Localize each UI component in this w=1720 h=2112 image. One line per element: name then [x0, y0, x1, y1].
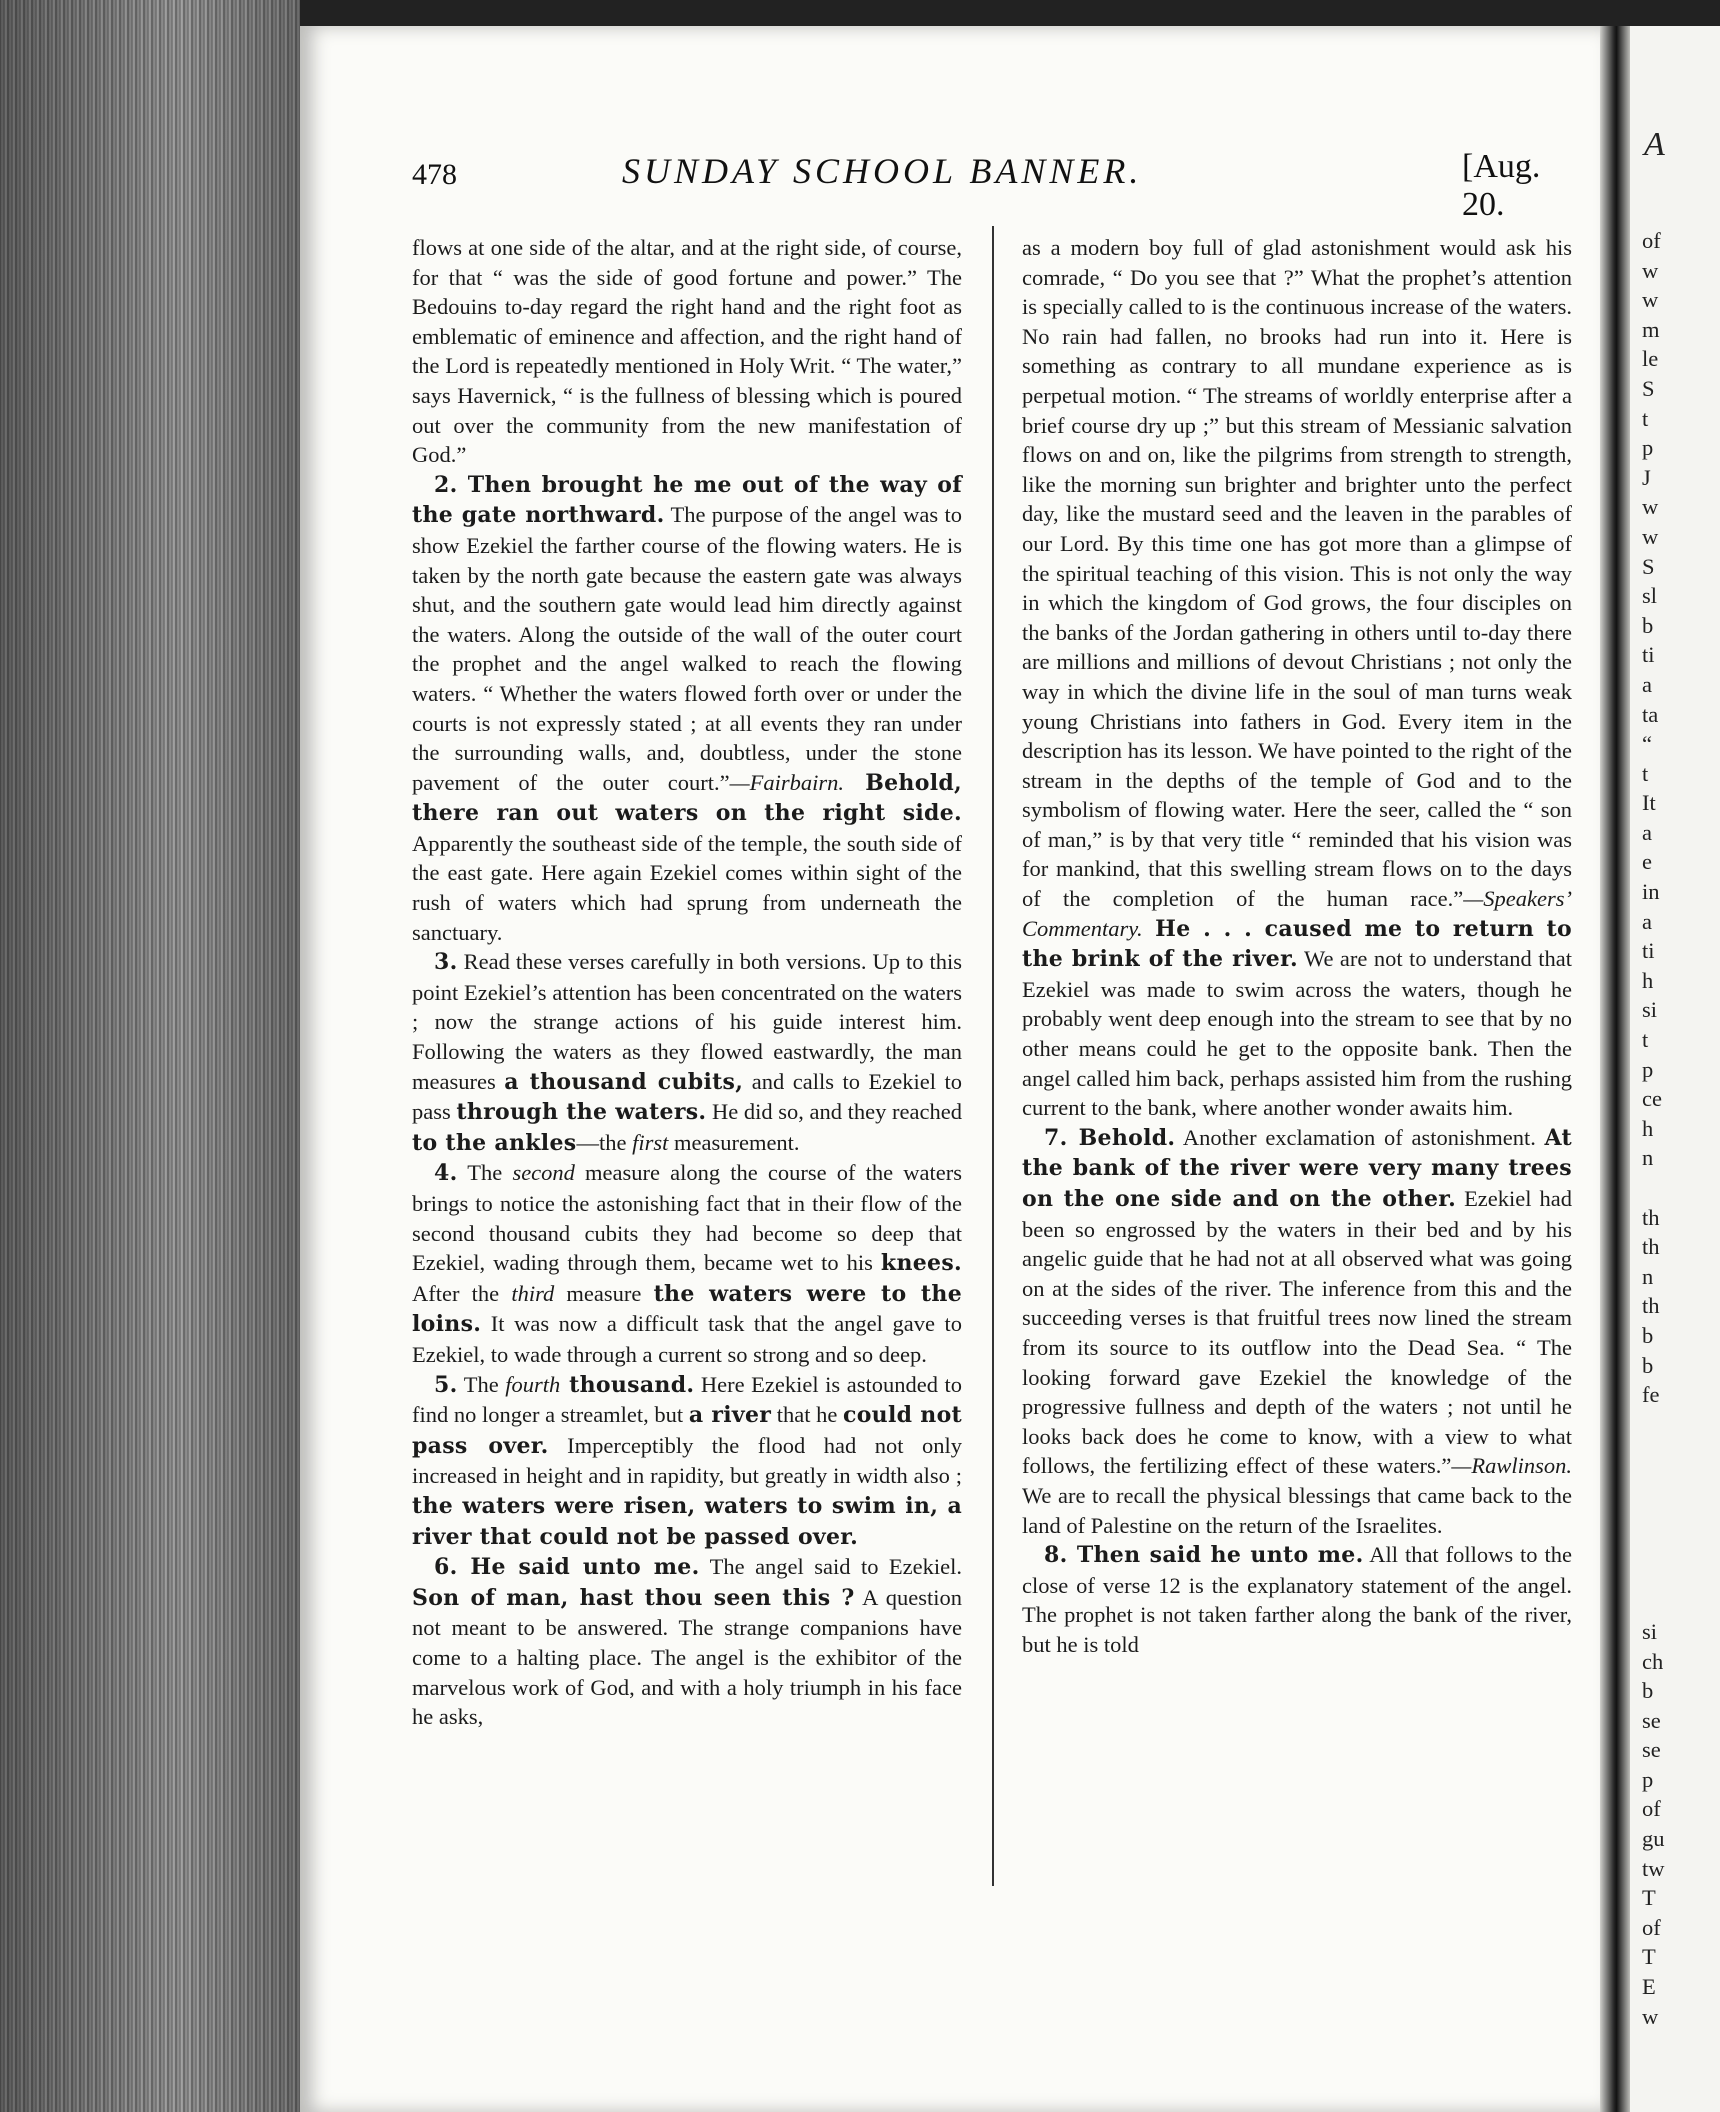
facing-page-line: m: [1642, 316, 1660, 342]
facing-page-line: si: [1642, 997, 1658, 1023]
facing-page-line: h: [1642, 967, 1654, 993]
paragraph-verse-8: 8. Then said he unto me. All that follows to the close of verse 12 is the explanatory statement of the angel. The prophet is not taken farther along the bank of the river, but he is told: [1022, 1542, 1572, 1657]
page-number: 478: [412, 158, 457, 191]
facing-page-line: a: [1642, 819, 1652, 845]
facing-page-line: [1630, 1410, 1720, 1440]
paragraph-verse-2: 2. Then brought he me out of the way of the gate northward. The purpose of the angel was to show Ezekiel the farther course of the flowing waters. He is taken by the north gate because the eastern gate was always shut, and the southern gate would lead him directly against the waters. Along the outside of the wall of the outer court the prophet and the angel walked to reach the flowing waters. “ Whether the waters flowed forth over or under the courts is not expressly stated ; at all events they ran under the surrounding walls, and, doubtless, under the stone pavement of the outer court.”—Fairbairn. Behold, there ran out waters on the right side. Apparently the southeast side of the temple, the south side of the east gate. Here again Ezekiel comes within sight of the rush of waters which had sprung from underneath the sanctuary.: [412, 471, 962, 945]
facing-page-line: n: [1642, 1145, 1654, 1171]
facing-page-line: si: [1642, 1618, 1658, 1644]
paragraph-verse-5: 5. The fourth thousand. Here Ezekiel is astounded to find no longer a streamlet, but a river that he could not pass over. Imperceptibly the flood had not only increased in height and in rapidity, but greatly in width also ; the waters were risen, waters to swim in, a river that could not be passed over.: [412, 1371, 963, 1550]
facing-page-line: t: [1642, 405, 1649, 431]
facing-page-line: p: [1642, 1766, 1654, 1792]
facing-page-line: w: [1642, 287, 1659, 313]
facing-page-line: ti: [1642, 938, 1655, 964]
left-column: [412, 233, 962, 1732]
paragraph-continued: as a modern boy full of glad astonishment would ask his comrade, “ Do you see that ?” What the prophet’s attention is specially called to is the continuous increase of the waters. No rain had fallen, no brooks had run into it. Here is something as contrary to all mundane experience as is perpetual motion. “ The streams of worldly enterprise after a brief course dry up ;” but this stream of Messianic salvation flows on and on, like the pilgrims from strength to strength, like the morning sun brighter and brighter unto the perfect day, like the mustard seed and the leaven in the parables of our Lord. By this time one has got more than a glimpse of the spiritual teaching of this vision. This is not only the way in which the kingdom of God grows, the four disciples on the banks of the Jordan gathering in others until to-day there are millions and millions of devout Christians ; not only the way in which the divine life in the soul of man turns weak young Christians into fathers in God. Every item in the description has its lesson. We have pointed to the right of the stream in the depths of the temple of God and to the symbolism of flowing water. Here the seer, called the “ son of man,” is by that very title “ reminded that his vision was for mankind, that this swelling stream flows on to the days of the completion of the human race.”—Speakers’ Commentary. He . . . caused me to return to the brink of the river. We are not to understand that Ezekiel was made to swim across the waters, though he probably went deep enough into the stream to see that by no other means could he get to the opposite bank. Then the angel called him back, perhaps assisted him from the rushing current to the bank, where another wonder awaits him.: [1022, 235, 1573, 1121]
facing-page-line: E: [1642, 1974, 1656, 2000]
facing-page-line: [1630, 1587, 1720, 1617]
facing-page-line: “: [1642, 731, 1652, 757]
right-column: [1022, 233, 1572, 1660]
facing-page-line: T: [1642, 1885, 1656, 1911]
facing-page-line: T: [1642, 1944, 1656, 1970]
page-date: [Aug. 20.: [1462, 148, 1541, 223]
facing-page-line: w: [1642, 494, 1659, 520]
facing-page-line: a: [1642, 908, 1652, 934]
facing-page-line: p: [1642, 435, 1654, 461]
facing-page-line: w: [1642, 257, 1659, 283]
paragraph-verse-3: 3. Read these verses carefully in both versions. Up to this point Ezekiel’s attention has been concentrated on the waters ; now the strange actions of his guide interest him. Following the waters as they flowed eastwardly, the man measures a thousand cubits, and calls to Ezekiel to pass through the waters. He did so, and they reached to the ankles—the first measurement.: [412, 949, 962, 1156]
facing-page-line: S: [1642, 375, 1655, 401]
facing-page-line: e: [1642, 849, 1652, 875]
book-page: [300, 26, 1600, 2112]
facing-page-line: S: [1642, 553, 1655, 579]
facing-page-line: ta: [1642, 701, 1659, 727]
facing-page-line: of: [1642, 1796, 1661, 1822]
column-rule: [992, 226, 994, 1886]
facing-page-line: ce: [1642, 1086, 1662, 1112]
facing-page-line: It: [1642, 790, 1656, 816]
facing-page-line: in: [1642, 879, 1660, 905]
facing-page-text: [1630, 226, 1720, 2031]
facing-page-line: [1630, 1439, 1720, 1469]
facing-page-line: t: [1642, 1027, 1649, 1053]
facing-page-line: se: [1642, 1707, 1661, 1733]
facing-page-line: b: [1642, 1322, 1654, 1348]
facing-page-line: tw: [1642, 1855, 1665, 1881]
facing-page-line: of: [1642, 1914, 1661, 1940]
facing-page-line: b: [1642, 612, 1654, 638]
facing-page-line: th: [1642, 1293, 1660, 1319]
facing-page-line: gu: [1642, 1826, 1665, 1852]
running-head: [412, 146, 1542, 223]
book-gutter: [1600, 26, 1630, 2112]
facing-page-line: ti: [1642, 642, 1655, 668]
book-page-edges: [0, 0, 300, 2112]
facing-page-line: th: [1642, 1204, 1660, 1230]
facing-page-line: [1630, 1558, 1720, 1588]
facing-page-line: w: [1642, 2003, 1659, 2029]
facing-page-line: t: [1642, 760, 1649, 786]
facing-page-line: n: [1642, 1263, 1654, 1289]
facing-page-line: [1630, 1499, 1720, 1529]
facing-page-line: of: [1642, 228, 1661, 253]
facing-page: [1630, 26, 1720, 2112]
facing-page-line: fe: [1642, 1382, 1660, 1408]
facing-page-line: [1630, 1528, 1720, 1558]
facing-page-line: [1630, 1469, 1720, 1499]
paragraph-continued: flows at one side of the altar, and at the right side, of course, for that “ was the side of good fortune and power.” The Bedouins to-day regard the right hand and the right foot as emblematic of eminence and affection, and the right hand of the Lord is repeatedly mentioned in Holy Writ. “ The water,” says Havernick, “ is the fullness of blessing which is poured out over the community from the new manifestation of God.”: [412, 235, 962, 468]
facing-page-line: h: [1642, 1115, 1654, 1141]
facing-page-line: sl: [1642, 583, 1658, 609]
facing-page-line: le: [1642, 346, 1659, 372]
facing-page-line: ch: [1642, 1648, 1664, 1674]
facing-page-line: b: [1642, 1678, 1654, 1704]
facing-page-line: w: [1642, 523, 1659, 549]
facing-page-line: [1630, 1173, 1720, 1203]
facing-page-line: a: [1642, 671, 1652, 697]
paragraph-verse-7: 7. Behold. Another exclamation of astonishment. At the bank of the river were very many trees on the one side and on the other. Ezekiel had been so engrossed by the waters in their bed and by his angelic guide that he had not at all observed what was going on at the sides of the river. The inference from this and the succeeding verses is that fruitful trees now lined the stream from its source to its outflow into the Dead Sea. “ The looking forward gave Ezekiel the knowledge of the progressive fullness and depth of the waters ; not until he looks back does he come to know, with a view to what follows, the fertilizing effect of these waters.”—Rawlinson. We are to recall the physical blessings that came back to the land of Palestine on the return of the Israelites.: [1022, 1124, 1572, 1538]
facing-page-line: th: [1642, 1234, 1660, 1260]
facing-page-line: b: [1642, 1352, 1654, 1378]
paragraph-verse-4: 4. The second measure along the course of the waters brings to notice the astonishing fact that in their flow of the second thousand cubits they had become so deep that Ezekiel, wading through them, became wet to his knees. After the third measure the waters were to the loins. It was now a difficult task that the angel gave to Ezekiel, to wade through a current so strong and so deep.: [412, 1160, 962, 1367]
facing-page-line: p: [1642, 1056, 1654, 1082]
facing-page-header: A: [1644, 126, 1665, 163]
paragraph-verse-6: 6. He said unto me. The angel said to Ezekiel. Son of man, hast thou seen this ? A question not meant to be answered. The strange companions have come to a halting place. The angel is the exhibitor of the marvelous work of God, and with a holy triumph in his face he asks,: [412, 1554, 963, 1730]
facing-page-line: J: [1642, 464, 1651, 490]
facing-page-line: se: [1642, 1737, 1661, 1763]
page-title: SUNDAY SCHOOL BANNER.: [622, 151, 1143, 191]
